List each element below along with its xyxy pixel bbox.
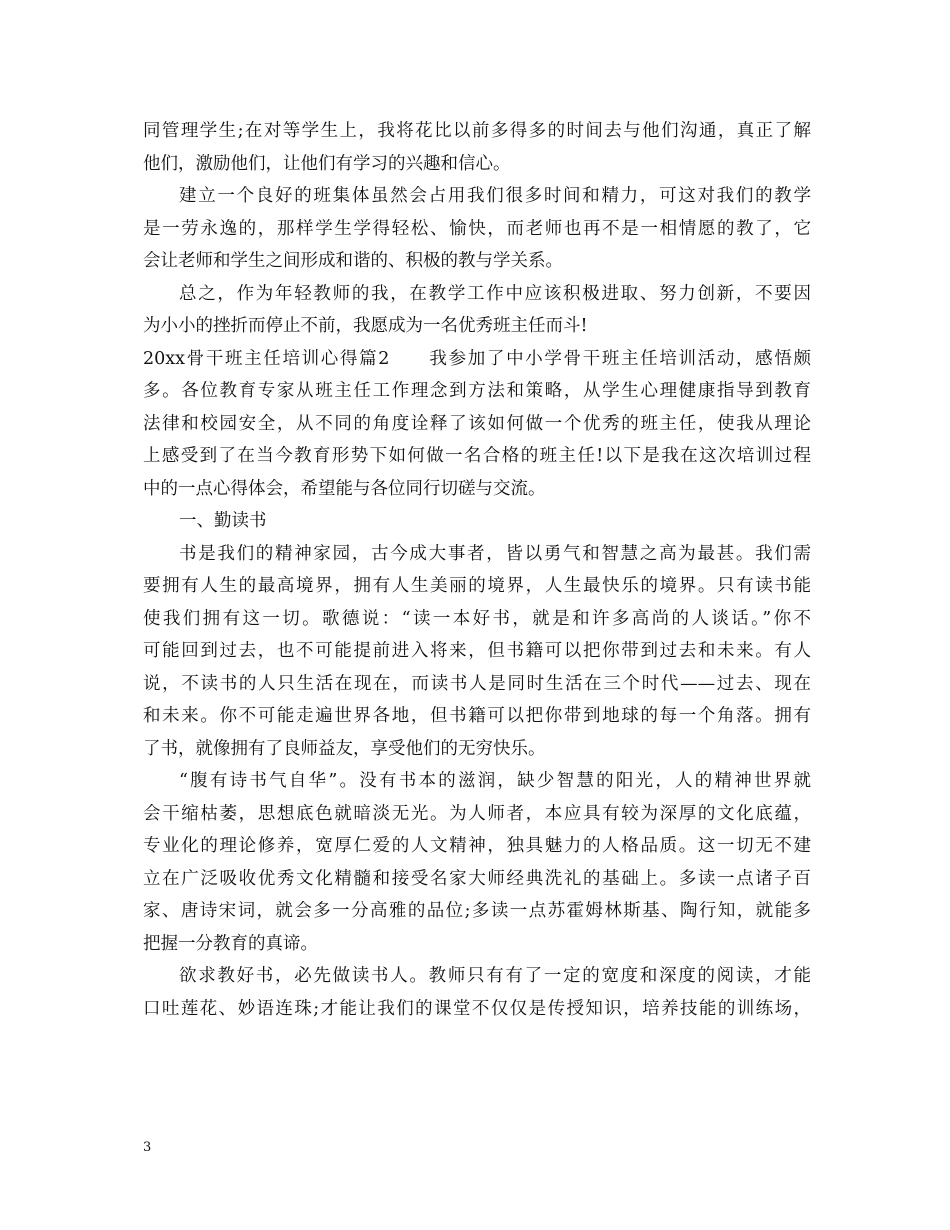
text-line: 总之，作为年轻教师的我，在教学工作中应该积极进取、努力创新，不要因 (179, 283, 811, 304)
text-line: 同管理学生;在对等学生上，我将花比以前多得多的时间去与他们沟通，真正了解 (143, 121, 811, 141)
text-line: 20xx骨干班主任培训心得篇2 我参加了中小学骨干班主任培训活动，感悟颇 (143, 348, 811, 369)
text-line: 会干缩枯萎，思想底色就暗淡无光。为人师者，本应具有较为深厚的文化底蕴， (143, 803, 811, 824)
text-line: 要拥有人生的最高境界，拥有人生美丽的境界，人生最快乐的境界。只有读书能 (143, 576, 811, 596)
text-line: “腹有诗书气自华”。没有书本的滋润，缺少智慧的阳光，人的精神世界就 (179, 771, 811, 791)
text-line: 中的一点心得体会，希望能与各位同行切磋与交流。 (143, 478, 546, 499)
text-line: 会让老师和学生之间形成和谐的、积极的教与学关系。 (143, 251, 563, 271)
text-line: 是一劳永逸的，那样学生学得轻松、愉快，而老师也再不是一相情愿的教了，它 (143, 218, 811, 239)
text-line: 他们，激励他们，让他们有学习的兴趣和信心。 (143, 153, 511, 174)
text-line: 建立一个良好的班集体虽然会占用我们很多时间和精力，可这对我们的教学 (179, 186, 811, 206)
text-line: 说，不读书的人只生活在现在，而读书人是同时生活在三个时代——过去、现在 (143, 673, 811, 694)
text-line: 和未来。你不可能走遍世界各地，但书籍可以把你带到地球的每一个角落。拥有 (143, 706, 811, 726)
text-line: 法律和校园安全，从不同的角度诠释了该如何做一个优秀的班主任，使我从理论 (143, 413, 811, 434)
text-line: 立在广泛吸收优秀文化精髓和接受名家大师经典洗礼的基础上。多读一点诸子百 (143, 868, 811, 889)
text-line: 欲求教好书，必先做读书人。教师只有有了一定的宽度和深度的阅读，才能 (179, 966, 811, 986)
text-line: 家、唐诗宋词，就会多一分高雅的品位;多读一点苏霍姆林斯基、陶行知，就能多 (143, 901, 811, 921)
text-line: 了书，就像拥有了良师益友，享受他们的无穷快乐。 (143, 738, 546, 759)
section-heading: 一、勤读书 (179, 511, 267, 531)
text-line: 专业化的理论修养，宽厚仁爱的人文精神，独具魅力的人格品质。这一切无不建 (143, 836, 811, 856)
document-body (143, 115, 811, 1025)
text-line: 书是我们的精神家园，古今成大事者，皆以勇气和智慧之高为最甚。我们需 (179, 543, 811, 564)
text-line: 把握一分教育的真谛。 (143, 933, 318, 954)
page-number: 3 (143, 1140, 152, 1155)
text-line: 可能回到过去，也不可能提前进入将来，但书籍可以把你带到过去和未来。有人 (143, 641, 811, 661)
text-line: 使我们拥有这一切。歌德说：“读一本好书，就是和许多高尚的人谈话。”你不 (143, 608, 811, 629)
text-line: 多。各位教育专家从班主任工作理念到方法和策略，从学生心理健康指导到教育 (143, 381, 811, 401)
text-line: 为小小的挫折而停止不前，我愿成为一名优秀班主任而斗! (143, 316, 588, 336)
text-line: 口吐莲花、妙语连珠;才能让我们的课堂不仅仅是传授知识，培养技能的训练场， (143, 998, 811, 1019)
text-line: 上感受到了在当今教育形势下如何做一名合格的班主任!以下是我在这次培训过程 (143, 446, 811, 466)
